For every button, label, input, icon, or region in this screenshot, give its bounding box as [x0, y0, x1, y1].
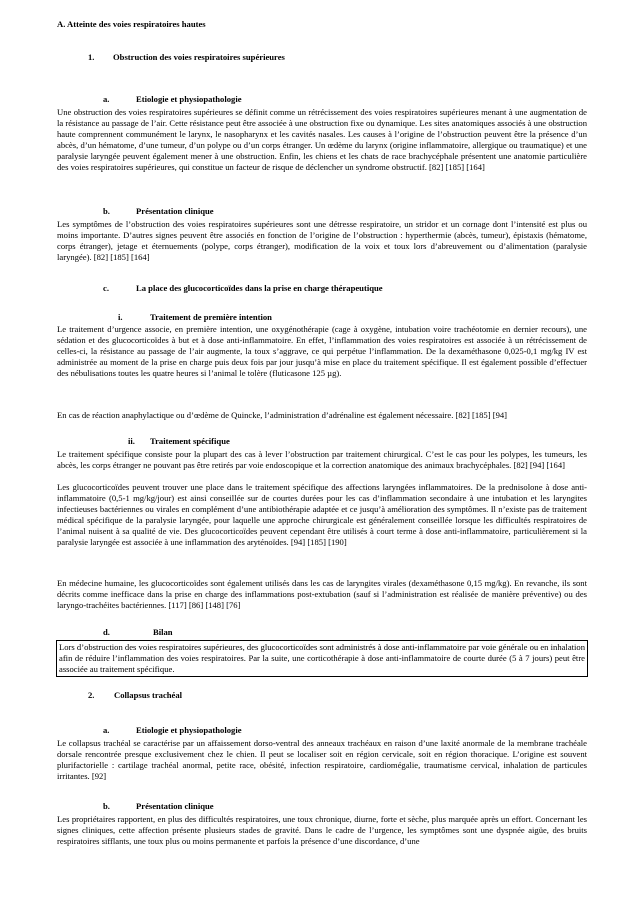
section-a-heading — [57, 19, 206, 30]
paragraph-collapsus-etiologie: Le collapsus trachéal se caractérise par un affaissement dorso-ventral des anneaux trachéaux en raison d’une laxité anormale de la membrane trachéale dorsale rencontrée presque exclusivement chez le chien. Il peut se localiser soit en région cervicale, soit en région thoracique. L’origine est souvent plurifactorielle : cartilage trachéal anormal, petite race, obésité, infection respiratoire, cardiomégalie, traumatisme cervical, inhalation de particules irritantes. [92] — [57, 738, 587, 781]
heading-premiere-intention — [118, 312, 272, 323]
bilan-summary-box: Lors d’obstruction des voies respiratoires supérieures, des glucocorticoïdes sont administrés à dose anti-inflammatoire par voie générale ou en inhalation afin de réduire l’inflammation des voies respiratoires. Par la suite, une corticothérapie à dose anti-inflammatoire de courte durée (5 à 7 jours) peut être associée au traitement spécifique. — [56, 640, 588, 677]
heading-title: La place des glucocorticoïdes dans la prise en charge thérapeutique — [136, 283, 383, 293]
paragraph-presentation-clinique: Les symptômes de l’obstruction des voies respiratoires supérieures sont une détresse respiratoire, un stridor et un cornage dont l’intensité est plus ou moins importante. D’autres signes peuvent être associés en fonction de l’origine de l’obstruction : hyperthermie (abcès, tumeur), épistaxis (hématome, corps étranger), jetage et éternuements (polype, corps étranger), modification de la voix et toux lors d’abreuvement ou d’alimentation (paralysie laryngée). [82] [185] [164] — [57, 219, 587, 262]
heading-number: a. — [103, 725, 110, 735]
heading-title: Etiologie et physiopathologie — [136, 94, 242, 104]
heading-bilan — [103, 627, 173, 638]
heading-number: 1. — [88, 52, 95, 62]
heading-title: Bilan — [153, 627, 173, 637]
heading-presentation-clinique — [103, 206, 214, 217]
heading-number: ii. — [128, 436, 135, 446]
heading-obstruction — [88, 52, 285, 63]
heading-title: Obstruction des voies respiratoires supérieures — [113, 52, 285, 62]
paragraph-collapsus-presentation: Les propriétaires rapportent, en plus des difficultés respiratoires, une toux chronique, diurne, forte et sèche, plus marquée après un effort. Concernant les signes cliniques, cette affection présente plusieurs stades de gravité. Dans le cadre de l’urgence, les symptômes sont une dyspnée aigüe, des bruits respiratoires sifflants, une toux plus ou moins permanente et parfois la présence d’une discordance, d’une — [57, 814, 587, 846]
heading-number: b. — [103, 206, 110, 216]
heading-number: i. — [118, 312, 123, 322]
heading-collapsus-etiologie — [103, 725, 242, 736]
paragraph-medecine-humaine: En médecine humaine, les glucocorticoïdes sont également utilisés dans les cas de laryngites virales (dexaméthasone 0,15 mg/kg). En revanche, ils sont décrits comme inefficace dans la prise en charge des inflammations post-extubation (sauf si l’administration est réalisée de manière préventive) ou des laryngo-trachéites bactériennes. [117] [86] [148] [76] — [57, 578, 587, 610]
paragraph-etiologie: Une obstruction des voies respiratoires supérieures se définit comme un rétrécissement des voies respiratoires supérieures menant à une augmentation de la résistance au passage de l’air. Cette résistance peut être associée à une obstruction fixe ou dynamique. Les sites anatomiques associés à une obstruction haute comprennent communément le larynx, le nasopharynx et les cavités nasales. Les causes à l’origine de l’obstruction peuvent être la présence d’un abcès, d’un hématome, d’une tumeur, d’un polype ou d’un corps étranger. Un œdème du larynx (origine inflammatoire, allergique ou traumatique) et une paralysie laryngée peuvent également mener à une obstruction. Enfin, les chiens et les chats de race brachycéphale présentent une anatomie particulière des voies respiratoires supérieures, qui constitue un facteur de risque de déclencher un syndrome obstructif. [82] [185] [164] — [57, 107, 587, 172]
heading-title: Collapsus trachéal — [114, 690, 183, 700]
heading-number: d. — [103, 627, 110, 637]
heading-collapsus-presentation — [103, 801, 214, 812]
heading-collapsus — [88, 690, 182, 701]
heading-title: Traitement spécifique — [150, 436, 230, 446]
heading-number: b. — [103, 801, 110, 811]
heading-etiologie — [103, 94, 242, 105]
paragraph-premiere-intention: Le traitement d’urgence associe, en première intention, une oxygénothérapie (cage à oxygène, intubation voire trachéotomie en dernier recours), une sédation et des glucocorticoïdes à but et à dose anti-inflammatoire. En effet, l’inflammation des voies respiratoires est associée à un rétrécissement de celles-ci, la résistance au passage de l’air augmente, la toux s’aggrave, ce qui perpétue l’inflammation. De la dexaméthasone 0,025-0,1 mg/kg IV est administrée au moment de la prise en charge puis deux fois par jour jusqu’à mise en place du traitement spécifique. Il est également possible d’effectuer des nébulisations toutes les quatre heures si l’animal le tolère (fluticasone 125 µg). — [57, 324, 587, 378]
heading-title: Présentation clinique — [136, 206, 214, 216]
paragraph-anaphylaxie: En cas de réaction anaphylactique ou d’œdème de Quincke, l’administration d’adrénaline est également nécessaire. [82] [185] [94] — [57, 410, 508, 420]
section-a-title: A. Atteinte des voies respiratoires hautes — [57, 19, 206, 29]
heading-number: a. — [103, 94, 110, 104]
paragraph-affections-laryngees: Les glucocorticoïdes peuvent trouver une place dans le traitement spécifique des affections laryngées inflammatoires. De la prednisolone à dose anti-inflammatoire (0,5-1 mg/kg/jour) est ainsi conseillée sur de courtes durées pour les cas d’inflammation secondaire à une intubation et les laryngites infectieuses bactériennes ou virales en complément d’une antibiothérapie adaptée et ce jusqu’à amélioration des symptômes. Il n’existe pas de traitement médical spécifique de la paralysie laryngée, pour laquelle une approche chirurgicale est généralement conseillée lorsque les difficultés respiratoires de l’animal nuisent à sa qualité de vie. Des glucocorticoïdes peuvent cependant être utilisés à court terme à dose anti-inflammatoire, particulièrement si la paralysie laryngée est associée à une inflammation des aryténoïdes. [94] [185] [190] — [57, 482, 587, 547]
heading-title: Présentation clinique — [136, 801, 214, 811]
heading-title: Etiologie et physiopathologie — [136, 725, 242, 735]
heading-number: c. — [103, 283, 109, 293]
heading-title: Traitement de première intention — [150, 312, 272, 322]
heading-number: 2. — [88, 690, 95, 700]
paragraph-traitement-chirurgical: Le traitement spécifique consiste pour la plupart des cas à lever l’obstruction par traitement chirurgical. C’est le cas pour les polypes, les tumeurs, les abcès, les corps étranger ne pouvant pas être retirés par voie endoscopique et la correction anatomique des animaux brachycéphales. [82] [94] [164] — [57, 449, 587, 470]
heading-traitement-specifique — [128, 436, 230, 447]
heading-glucocorticoides — [103, 283, 383, 294]
